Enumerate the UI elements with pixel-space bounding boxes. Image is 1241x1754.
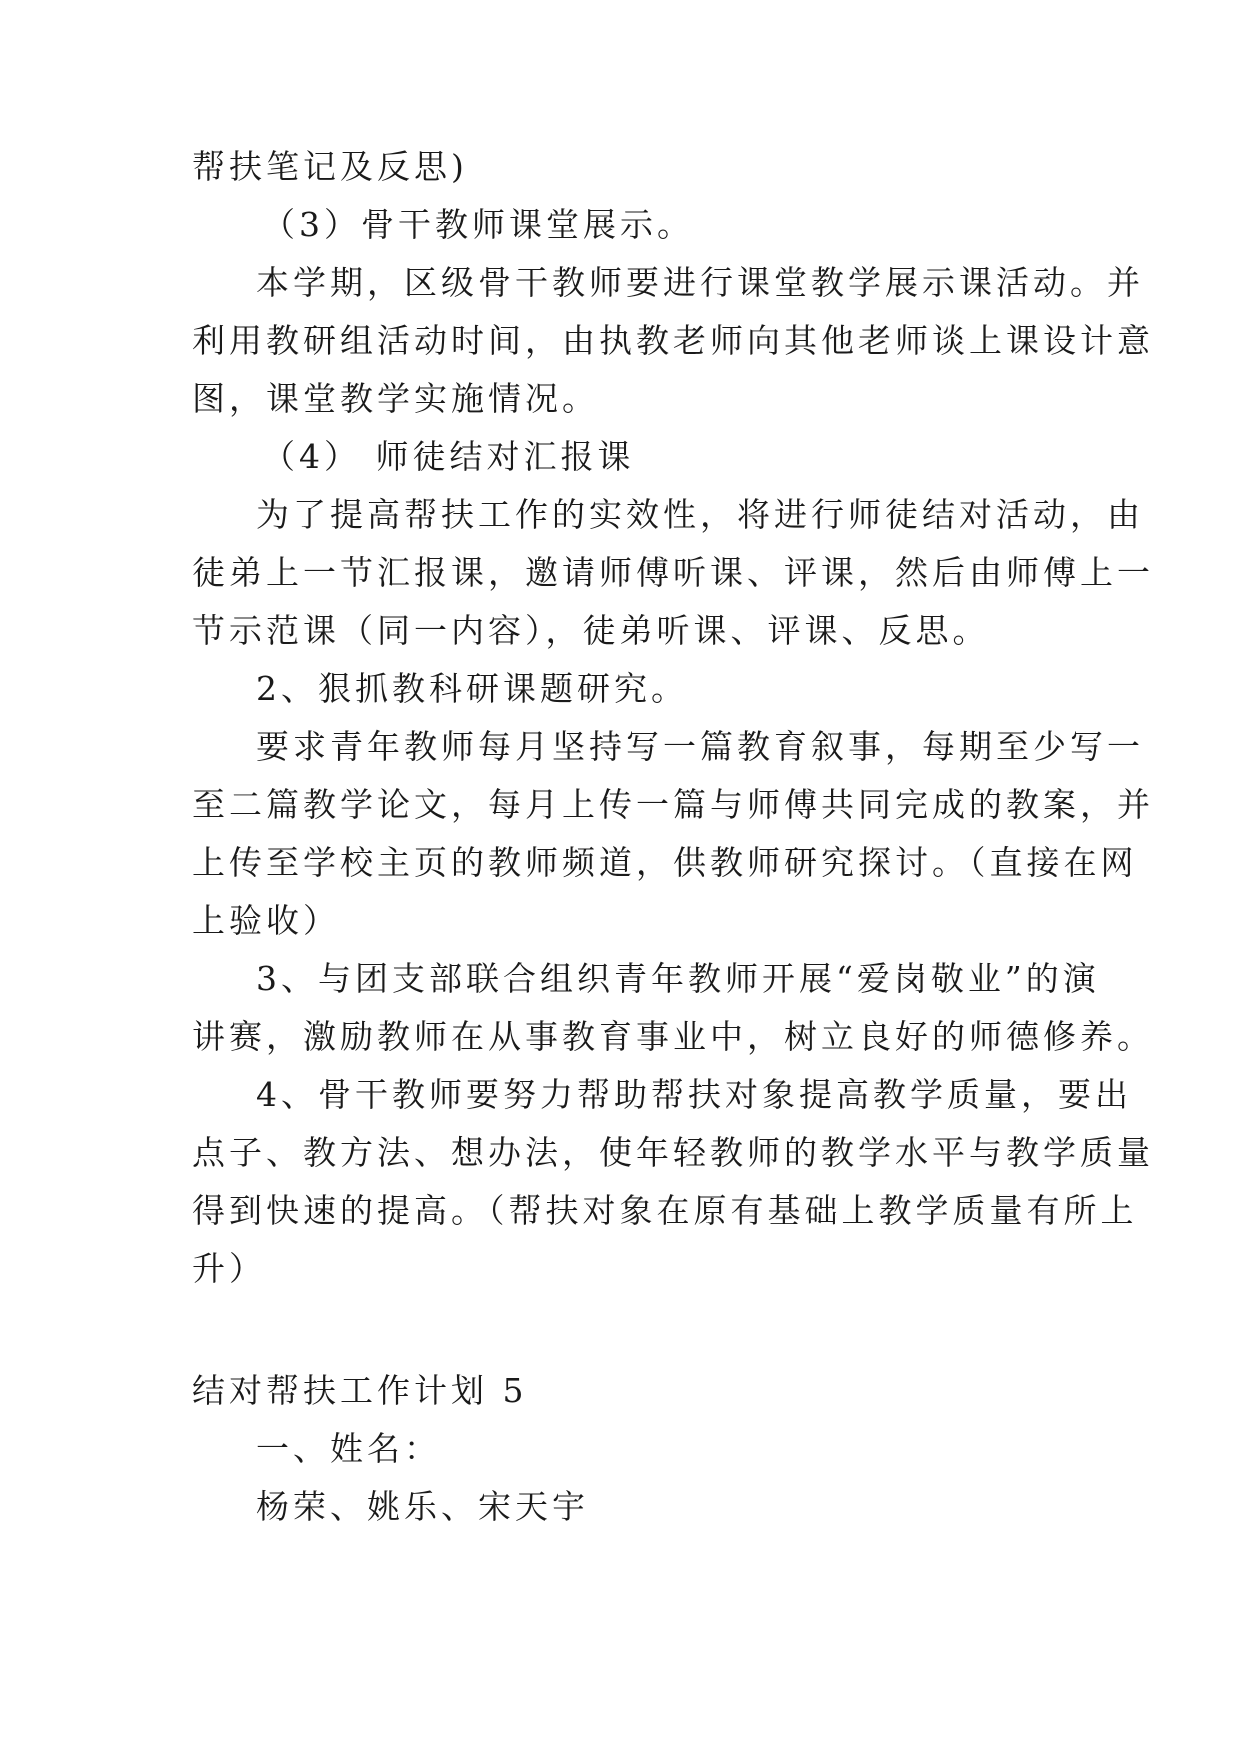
- section-heading: （4） 师徒结对汇报课: [262, 437, 635, 476]
- text-line: 升）: [192, 1249, 266, 1288]
- text-line: 节示范课（同一内容），徒弟听课、评课、反思。: [192, 611, 990, 650]
- text-line: 得到快速的提高。（帮扶对象在原有基础上教学质量有所上: [192, 1191, 1138, 1230]
- text-line: 4、骨干教师要努力帮助帮扶对象提高教学质量，要出: [256, 1075, 1132, 1114]
- document-title: 结对帮扶工作计划 5: [192, 1371, 528, 1410]
- text-line: 利用教研组活动时间，由执教老师向其他老师谈上课设计意: [192, 321, 1154, 360]
- text-line: 3、与团支部联合组织青年教师开展“爱岗敬业”的演: [256, 959, 1100, 998]
- text-line: 点子、教方法、想办法，使年轻教师的教学水平与教学质量: [192, 1133, 1154, 1172]
- section-heading: 2、狠抓教科研课题研究。: [256, 669, 688, 708]
- text-line: 徒弟上一节汇报课，邀请师傅听课、评课，然后由师傅上一: [192, 553, 1154, 592]
- text-line: 上验收）: [192, 901, 340, 940]
- text-line: 帮扶笔记及反思): [192, 147, 468, 186]
- text-line: 为了提高帮扶工作的实效性，将进行师徒结对活动，由: [256, 495, 1144, 534]
- text-line: 上传至学校主页的教师频道，供教师研究探讨。（直接在网: [192, 843, 1138, 882]
- text-line: 图，课堂教学实施情况。: [192, 379, 599, 418]
- text-line: 要求青年教师每月坚持写一篇教育叙事，每期至少写一: [256, 727, 1144, 766]
- text-line: 讲赛，激励教师在从事教育事业中，树立良好的师德修养。: [192, 1017, 1154, 1056]
- section-heading: （3）骨干教师课堂展示。: [262, 205, 694, 244]
- text-line: 本学期，区级骨干教师要进行课堂教学展示课活动。并: [256, 263, 1144, 302]
- text-line: 杨荣、姚乐、宋天宇: [256, 1487, 589, 1526]
- section-heading: 一、姓名：: [256, 1429, 441, 1468]
- text-line: 至二篇教学论文，每月上传一篇与师傅共同完成的教案，并: [192, 785, 1154, 824]
